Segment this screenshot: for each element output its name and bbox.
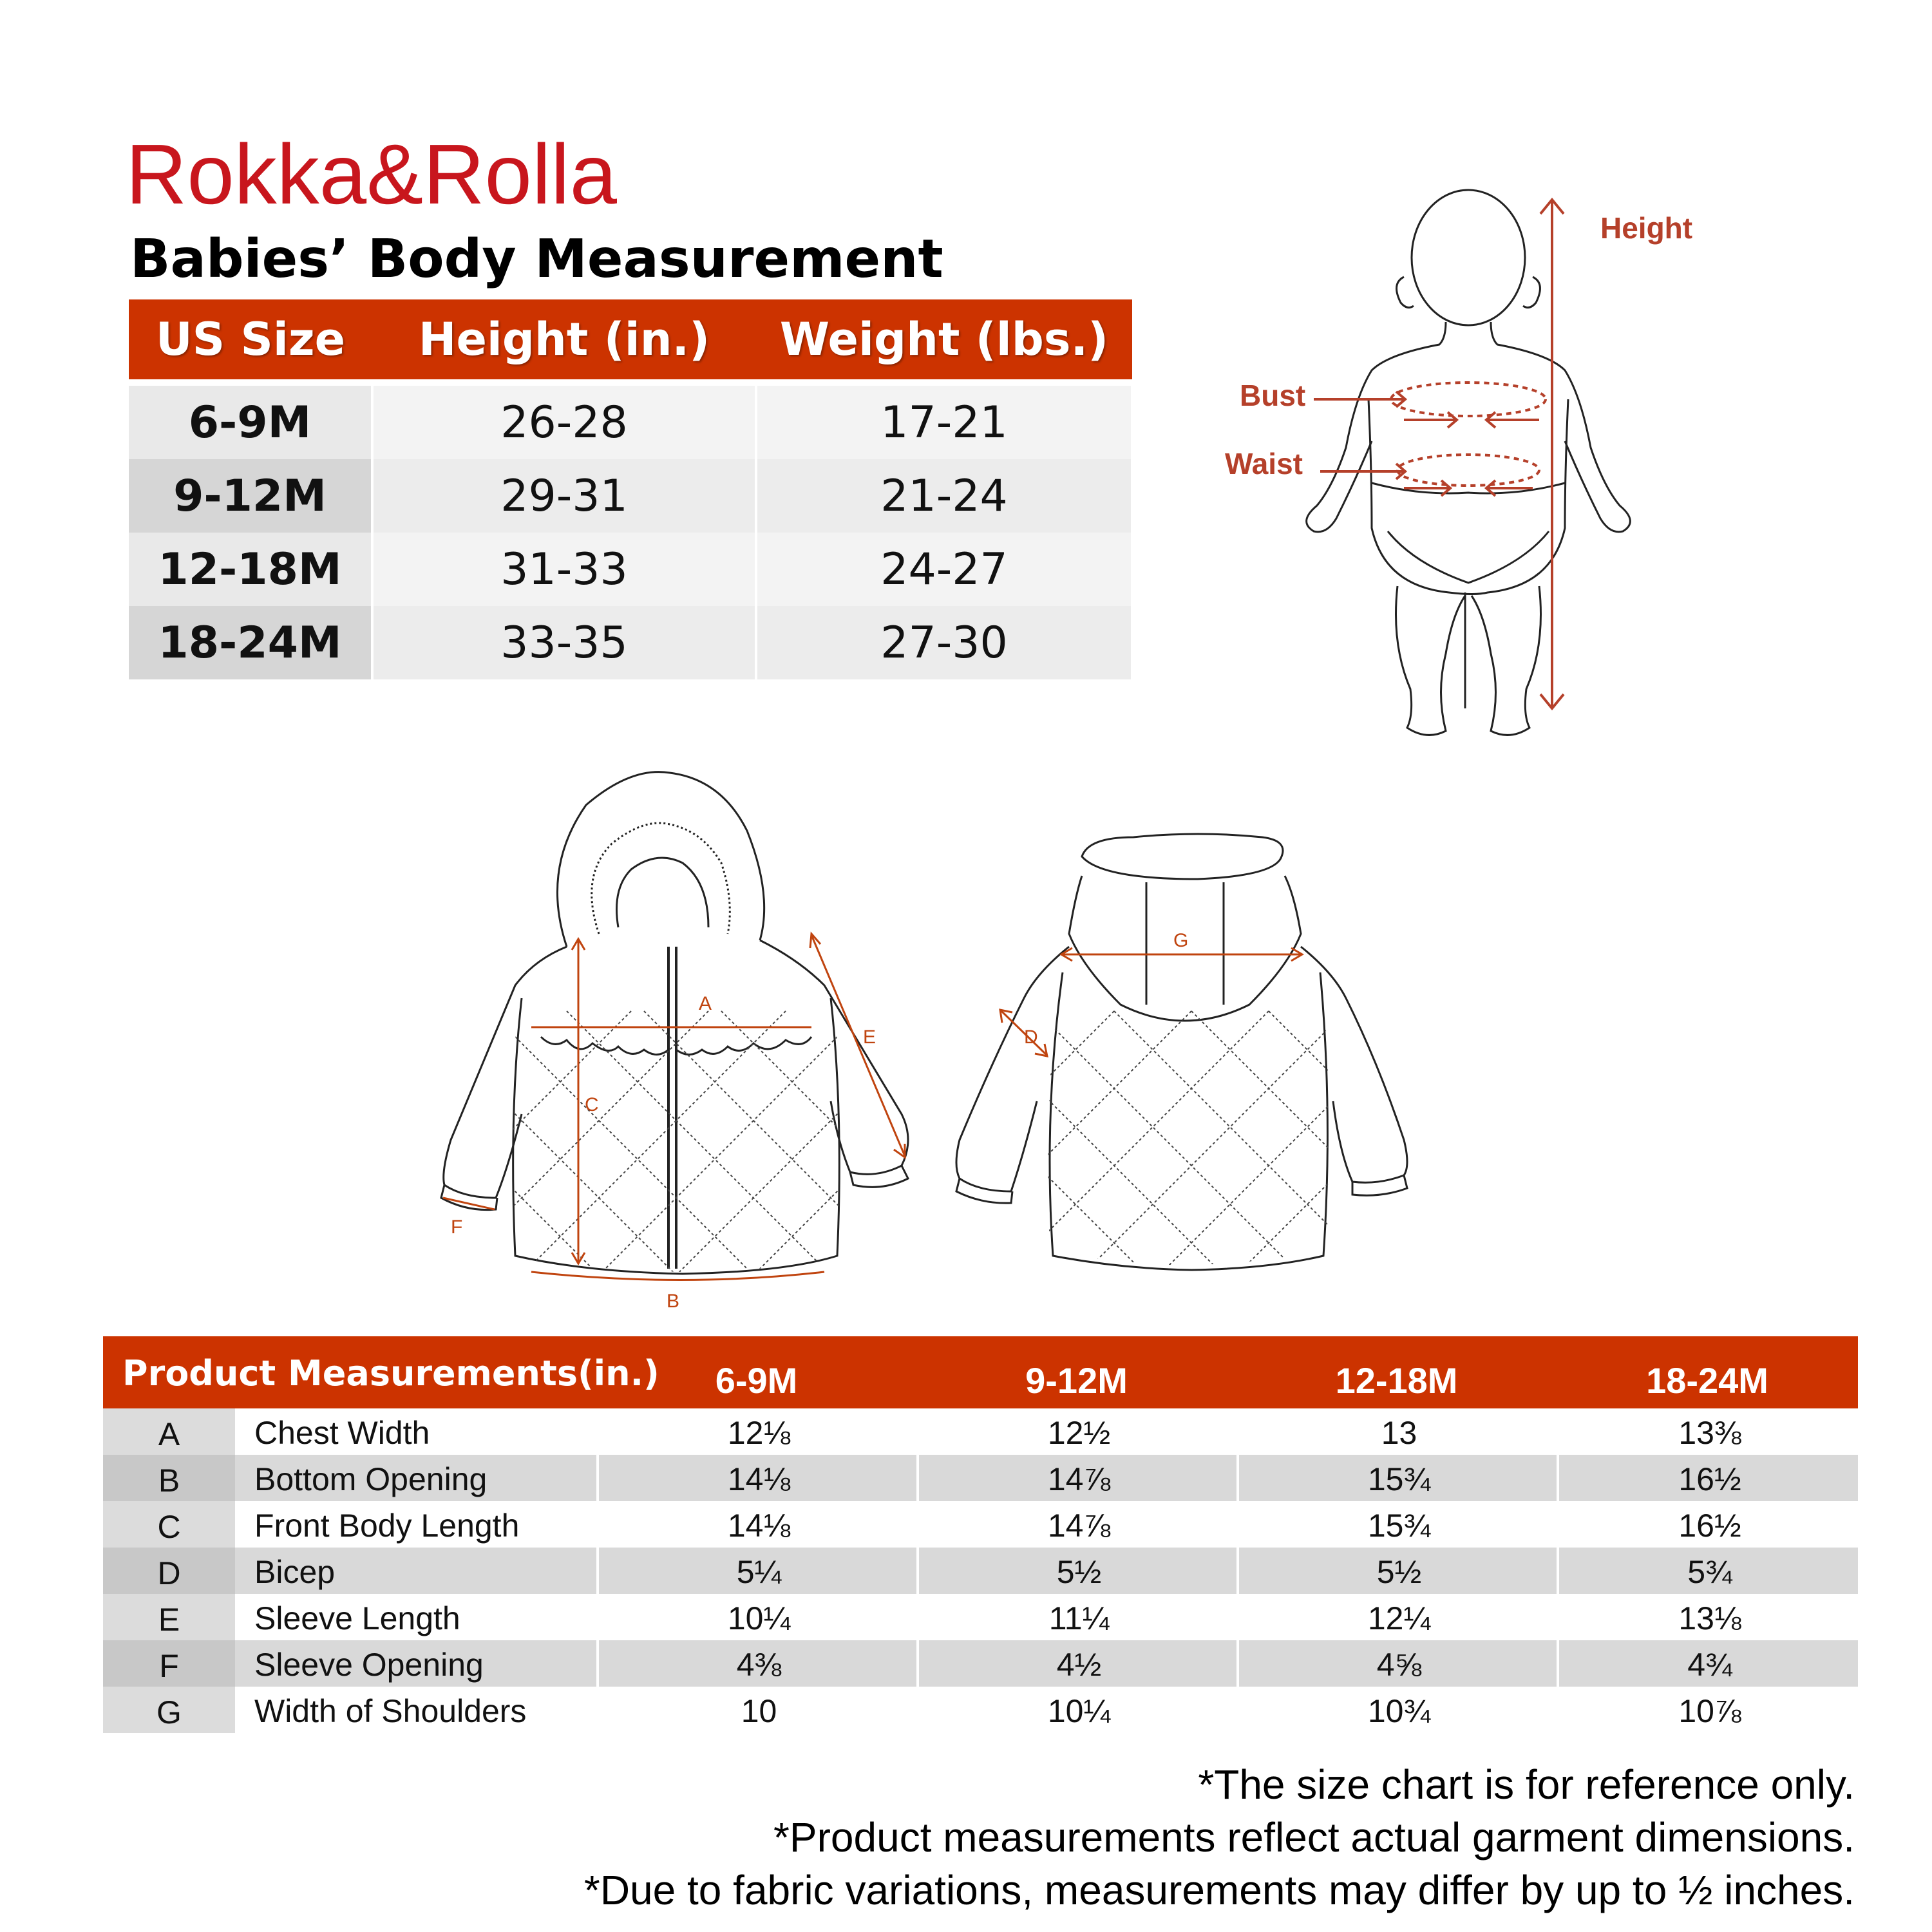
- label-f: F: [451, 1217, 463, 1238]
- value-cell: 5½: [1236, 1548, 1559, 1594]
- header-weight: Weight (lbs.): [756, 299, 1132, 383]
- jacket-front: [441, 772, 908, 1274]
- footnote: *The size chart is for reference only.: [1198, 1761, 1855, 1808]
- value-cell: 12⅛: [596, 1408, 919, 1455]
- weight-cell: 24-27: [756, 533, 1132, 606]
- footnotes: [584, 1758, 1855, 1917]
- measure-code: B: [103, 1455, 235, 1501]
- jacket-diagram: [425, 753, 1430, 1320]
- value-cell: 14⅛: [596, 1501, 919, 1548]
- label-d: D: [1024, 1027, 1038, 1048]
- value-cell: 10⅞: [1557, 1687, 1861, 1733]
- value-cell: 4⅜: [596, 1640, 919, 1687]
- table-row: [103, 1408, 1858, 1455]
- table-row: [103, 1687, 1858, 1733]
- height-cell: 31-33: [372, 533, 756, 606]
- measure-code: G: [103, 1687, 235, 1733]
- label-c: C: [585, 1094, 599, 1115]
- value-cell: 14⅛: [596, 1455, 919, 1501]
- measure-code: F: [103, 1640, 235, 1687]
- footnote: *Product measurements reflect actual garment dimensions.: [773, 1814, 1855, 1861]
- measure-code: E: [103, 1594, 235, 1640]
- height-cell: 33-35: [372, 606, 756, 679]
- table-row: [129, 533, 1132, 606]
- table-row: [103, 1548, 1858, 1594]
- size-cell: 18-24M: [129, 606, 372, 679]
- header-us-size: US Size: [129, 299, 372, 383]
- height-label: Height: [1600, 211, 1693, 245]
- value-cell: 11¼: [916, 1594, 1239, 1640]
- value-cell: 10¼: [916, 1687, 1239, 1733]
- table-row: [129, 459, 1132, 533]
- value-cell: 16½: [1557, 1455, 1861, 1501]
- value-cell: 5½: [916, 1548, 1239, 1594]
- value-cell: 10¾: [1236, 1687, 1559, 1733]
- measure-name: Width of Shoulders: [254, 1693, 527, 1729]
- value-cell: 10: [596, 1687, 919, 1733]
- table-row: [103, 1640, 1858, 1687]
- weight-cell: 21-24: [756, 459, 1132, 533]
- table-row: [103, 1501, 1858, 1548]
- bust-label: Bust: [1240, 379, 1306, 412]
- value-cell: 5¼: [596, 1548, 919, 1594]
- height-cell: 26-28: [372, 383, 756, 459]
- size-header: 18-24M: [1646, 1360, 1768, 1401]
- value-cell: 13⅜: [1557, 1408, 1861, 1455]
- table-row: [129, 606, 1132, 679]
- table-row: [103, 1455, 1858, 1501]
- size-header: 9-12M: [1025, 1360, 1128, 1401]
- measure-code: C: [103, 1501, 235, 1548]
- brand-logo: Rokka&Rolla: [126, 127, 617, 222]
- header-height: Height (in.): [372, 299, 756, 383]
- value-cell: 4¾: [1557, 1640, 1861, 1687]
- table-row: [103, 1594, 1858, 1640]
- baby-body-diagram: [1211, 187, 1790, 741]
- product-table: [103, 1408, 1858, 1733]
- body-measurement-table: [129, 299, 1133, 679]
- label-b: B: [667, 1291, 680, 1312]
- value-cell: 13: [1236, 1408, 1559, 1455]
- bust-ellipse: [1391, 383, 1546, 416]
- value-cell: 14⅞: [916, 1501, 1239, 1548]
- waist-ellipse: [1397, 455, 1539, 486]
- value-cell: 16½: [1557, 1501, 1861, 1548]
- size-cell: 6-9M: [129, 383, 372, 459]
- value-cell: 13⅛: [1557, 1594, 1861, 1640]
- page-title: Babies’ Body Measurement: [130, 229, 943, 290]
- value-cell: 12½: [916, 1408, 1239, 1455]
- label-e: E: [863, 1027, 876, 1048]
- height-cell: 29-31: [372, 459, 756, 533]
- product-table-title: Product Measurements(in.): [122, 1353, 659, 1394]
- product-table-header: [103, 1336, 1858, 1408]
- label-a: A: [699, 993, 712, 1014]
- waist-label: Waist: [1225, 447, 1303, 480]
- measure-name: Front Body Length: [254, 1508, 520, 1544]
- value-cell: 4⅝: [1236, 1640, 1559, 1687]
- measure-code: D: [103, 1548, 235, 1594]
- weight-cell: 17-21: [756, 383, 1132, 459]
- value-cell: 4½: [916, 1640, 1239, 1687]
- value-cell: 14⅞: [916, 1455, 1239, 1501]
- measure-code: A: [103, 1408, 235, 1455]
- measure-name: Chest Width: [254, 1415, 430, 1451]
- value-cell: 15¾: [1236, 1501, 1559, 1548]
- size-header: 6-9M: [715, 1360, 798, 1401]
- value-cell: 10¼: [596, 1594, 919, 1640]
- baby-head: [1412, 190, 1525, 325]
- measure-name: Sleeve Length: [254, 1600, 460, 1636]
- size-cell: 12-18M: [129, 533, 372, 606]
- label-g: G: [1173, 930, 1189, 951]
- footnote: *Due to fabric variations, measurements may differ by up to ½ inches.: [583, 1867, 1855, 1913]
- size-header: 12-18M: [1335, 1360, 1458, 1401]
- value-cell: 12¼: [1236, 1594, 1559, 1640]
- value-cell: 5¾: [1557, 1548, 1861, 1594]
- value-cell: 15¾: [1236, 1455, 1559, 1501]
- jacket-back: [956, 834, 1407, 1270]
- table-row: [129, 383, 1132, 459]
- measure-name: Bicep: [254, 1554, 336, 1590]
- size-cell: 9-12M: [129, 459, 372, 533]
- weight-cell: 27-30: [756, 606, 1132, 679]
- measure-name: Sleeve Opening: [254, 1647, 484, 1683]
- measure-name: Bottom Opening: [254, 1461, 488, 1497]
